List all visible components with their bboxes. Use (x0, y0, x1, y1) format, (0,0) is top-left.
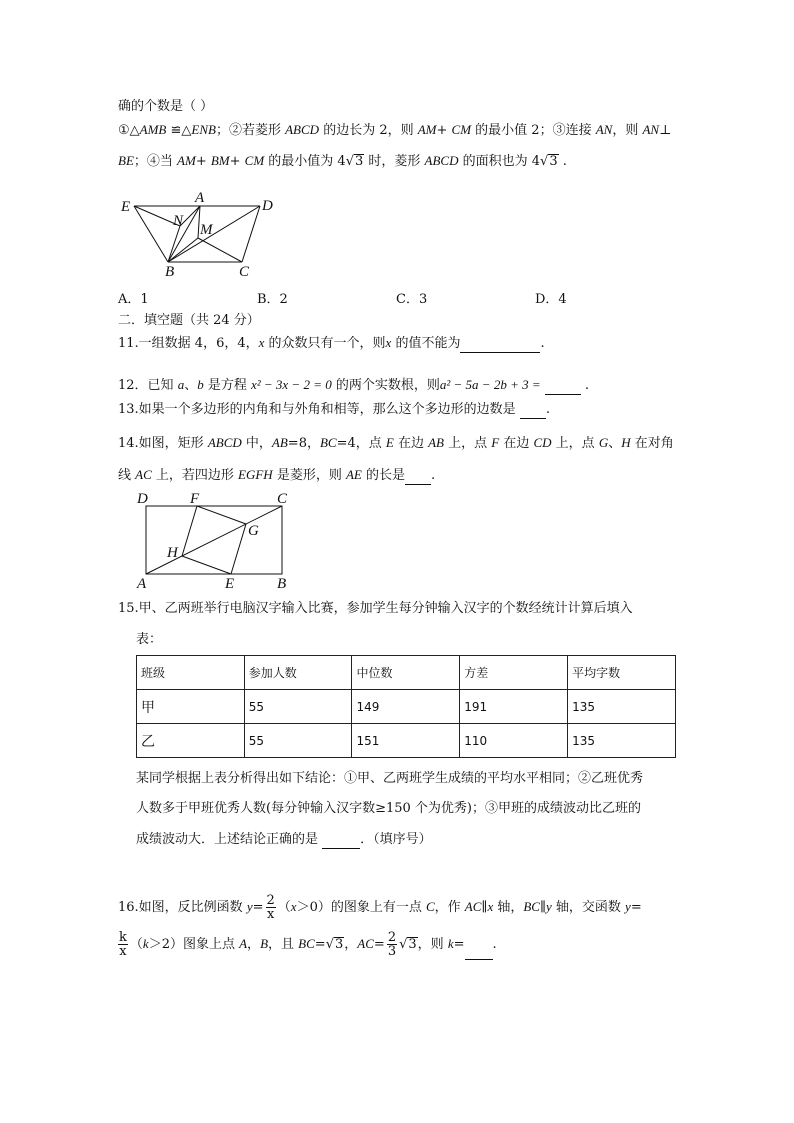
q10-figure-lines (134, 206, 260, 262)
text: ，则 (612, 123, 643, 138)
answer-blank (322, 832, 360, 849)
option-a: A．1 (118, 292, 149, 307)
q16-line-2 (118, 930, 497, 960)
text: AB (271, 435, 288, 450)
table-header-cell: 中位数 (352, 656, 460, 690)
text: ABCD (424, 153, 459, 168)
text: AMB (139, 122, 167, 137)
text: 的长是 (361, 468, 405, 483)
text: H (621, 435, 631, 450)
line-eg (231, 524, 246, 574)
text: 的边长为 2，则 (319, 123, 418, 138)
option-d: D．4 (535, 292, 567, 307)
text: 上，点 (551, 436, 599, 451)
text: 14.如图，矩形 (118, 436, 208, 451)
q12 (118, 377, 589, 395)
text: 的最小值 2；③连接 (471, 123, 596, 138)
numerator: k (119, 930, 127, 945)
text: 、 (184, 378, 198, 393)
text: BC (319, 435, 337, 450)
text: （ (277, 900, 291, 915)
numerator: 2 (266, 893, 275, 908)
text: b (197, 377, 204, 392)
q13 (118, 402, 550, 419)
text: 、 (608, 436, 622, 451)
text: ，且 (268, 937, 299, 952)
text: 时，菱形 (364, 154, 425, 169)
table-cell: 乙 (137, 724, 245, 758)
diagonal-ac (146, 506, 282, 574)
line-fh (182, 506, 197, 556)
sqrt-radicand: 3 (334, 937, 344, 952)
text: 是菱形，则 (272, 468, 346, 483)
label-a: A (195, 190, 205, 206)
text: AC (357, 936, 374, 951)
q10-figure (118, 188, 288, 280)
text: AM (177, 153, 196, 168)
label-b: B (277, 576, 287, 592)
text: = (453, 937, 465, 952)
text: ⊥ (659, 123, 672, 138)
text: . (431, 468, 436, 483)
line-dc (242, 206, 260, 262)
text: 是方程 (203, 378, 251, 393)
text: . (545, 402, 550, 417)
q11 (118, 335, 545, 353)
text: ∥ (539, 900, 546, 915)
text: AC (135, 467, 152, 482)
text: ＞0）的图象上有一点 (296, 900, 426, 915)
label-n: N (173, 213, 184, 229)
q14-line-1 (118, 435, 674, 452)
line-gf (197, 506, 246, 524)
text: CM (244, 153, 265, 168)
fraction (118, 931, 128, 958)
text: =8， (287, 436, 320, 451)
q15-conclusion-2: 人数多于甲班优秀人数(每分钟输入汉字数≥150 个为优秀)；③甲班的成绩波动比乙班的 (136, 801, 641, 816)
option-b: B．2 (257, 292, 288, 307)
text: EGFH (238, 467, 273, 482)
text: k (142, 936, 149, 951)
text: 在对角 (630, 436, 674, 451)
q15-line-1: 15.甲、乙两班举行电脑汉字输入比赛，参加学生每分钟输入汉字的个数经统计计算后填入 (118, 601, 633, 616)
text: 成绩波动大．上述结论正确的是 (136, 832, 323, 847)
text: B (260, 936, 269, 951)
text: 轴， (493, 900, 524, 915)
text: . (580, 378, 590, 393)
label-e: E (225, 576, 235, 592)
text: ABCD (207, 435, 242, 450)
text: y (625, 899, 631, 914)
table-cell: 191 (460, 690, 568, 724)
text: BC (298, 936, 315, 951)
text: = (314, 937, 326, 952)
label-d: D (137, 491, 148, 507)
table-header-cell: 平均字数 (568, 656, 676, 690)
text: 13.如果一个多边形的内角和与外角和相等，那么这个多边形的边数是 (118, 402, 520, 417)
sqrt-sign: √ (399, 937, 408, 952)
q15-conclusion-3 (136, 832, 432, 849)
text: 的众数只有一个，则 (264, 336, 386, 351)
text: . (540, 336, 545, 351)
table-header-cell: 方差 (460, 656, 568, 690)
sqrt-radicand: 3 (355, 154, 364, 169)
q16-line-1 (118, 893, 642, 922)
option-c: C．3 (396, 292, 428, 307)
text: 在边 (393, 436, 429, 451)
table-cell: 151 (352, 724, 460, 758)
answer-blank (405, 468, 431, 485)
answer-blank (465, 931, 493, 960)
text: E (385, 435, 394, 450)
text: 中， (241, 436, 272, 451)
label-c: C (239, 264, 250, 280)
table-cell: 甲 (137, 690, 245, 724)
text: ENB (191, 122, 216, 137)
table-cell: 110 (460, 724, 568, 758)
label-a: A (137, 576, 147, 592)
text: ①△ (118, 123, 140, 138)
text: ∥ (481, 900, 488, 915)
text: ， (344, 937, 358, 952)
q15-line-2: 表： (136, 632, 163, 647)
text: ；②若菱形 (215, 123, 286, 138)
text: x (258, 335, 265, 350)
text: 上，若四边形 (151, 468, 239, 483)
label-g: G (248, 523, 259, 539)
label-h: H (167, 545, 178, 561)
text: 线 (118, 468, 136, 483)
text: ≌△ (166, 123, 192, 138)
q15-table (136, 655, 676, 758)
fraction (266, 894, 276, 921)
text: =4，点 (336, 436, 386, 451)
text: ABCD (285, 122, 320, 137)
text: 12．已知 (118, 378, 178, 393)
text: ， (247, 937, 261, 952)
text: . (492, 937, 497, 952)
line-mc (198, 238, 242, 262)
denominator: x (119, 944, 127, 959)
table-header-row (137, 656, 676, 690)
text: = (252, 900, 264, 915)
answer-blank (460, 336, 540, 353)
text: AN (642, 122, 660, 137)
label-e: E (121, 199, 131, 215)
q10-line-2 (118, 122, 671, 139)
text: x (290, 899, 297, 914)
table-row (137, 690, 676, 724)
table-header-cell: 班级 (137, 656, 245, 690)
text: ＞2）图象上点 (148, 937, 240, 952)
q14-line-2 (118, 467, 435, 485)
text: ，则 (417, 937, 448, 952)
text: = (373, 937, 385, 952)
text: G (598, 435, 609, 450)
text: y (246, 899, 253, 914)
text: BC (523, 899, 540, 914)
text: A (239, 936, 248, 951)
text: 16.如图，反比例函数 (118, 900, 247, 915)
text: 的值不能为 (391, 336, 461, 351)
table-cell: 149 (352, 690, 460, 724)
text: 11.一组数据 4，6，4， (118, 336, 259, 351)
text: . (558, 154, 567, 169)
text: BM (210, 153, 230, 168)
text: BE (118, 153, 134, 168)
expression: a² − 5a − 2b + 3 = (439, 377, 541, 392)
text: + (229, 154, 245, 169)
label-f: F (190, 491, 200, 507)
table-cell: 55 (244, 724, 352, 758)
label-m: M (200, 222, 213, 238)
sqrt-radicand: 3 (549, 154, 558, 169)
label-d: D (262, 198, 273, 214)
section-title: 二．填空题（共 24 分） (118, 313, 260, 328)
answer-blank (545, 378, 581, 395)
text: 的最小值为 4 (264, 154, 346, 169)
text: y (546, 899, 552, 914)
text: CD (533, 435, 552, 450)
line-he (182, 556, 231, 574)
q15-conclusion-1: 某同学根据上表分析得出如下结论：①甲、乙两班学生成绩的平均水平相同；②乙班优秀 (136, 771, 644, 786)
line-eb (134, 206, 168, 262)
text: a (177, 377, 185, 392)
table-cell: 135 (568, 690, 676, 724)
sqrt-sign: √ (345, 154, 354, 169)
text: ；④当 (133, 154, 178, 169)
denominator: x (266, 907, 275, 922)
text: x (487, 899, 494, 914)
label-b: B (165, 264, 175, 280)
text: 的面积也为 4 (458, 154, 541, 169)
text: x (385, 335, 392, 350)
table-cell: 135 (568, 724, 676, 758)
text: （ (129, 937, 143, 952)
text: AM (417, 122, 437, 137)
denominator: 3 (387, 944, 397, 959)
q14-figure-lines (146, 506, 282, 574)
table-cell: 55 (244, 690, 352, 724)
text: AC (464, 899, 482, 914)
label-c: C (277, 491, 288, 507)
text: + (195, 154, 211, 169)
text: C (425, 899, 435, 914)
text: CM (451, 122, 472, 137)
text: k (447, 936, 454, 951)
table-header-cell: 参加人数 (244, 656, 352, 690)
q14-figure (134, 488, 294, 592)
q10-line-1: 确的个数是（ ） (118, 99, 214, 114)
q10-line-3 (118, 153, 567, 170)
sqrt-radicand: 3 (408, 937, 417, 952)
text: 上，点 (444, 436, 492, 451)
text: 的两个实数根，则 (331, 378, 440, 393)
sqrt-sign: √ (540, 154, 549, 169)
text: ．（填序号） (360, 832, 432, 847)
numerator: 2 (387, 930, 397, 945)
sqrt-sign: √ (325, 937, 334, 952)
text: 在边 (499, 436, 534, 451)
equation: x² − 3x − 2 = 0 (250, 377, 332, 392)
text: AB (428, 435, 444, 450)
text: 轴，交函数 (551, 900, 626, 915)
text: + (436, 123, 452, 138)
text: AN (595, 122, 613, 137)
answer-blank (520, 402, 546, 419)
text: AE (345, 467, 362, 482)
text: F (491, 435, 500, 450)
fraction (387, 931, 397, 958)
text: = (630, 900, 642, 915)
table-row (137, 724, 676, 758)
text: ，作 (434, 900, 465, 915)
